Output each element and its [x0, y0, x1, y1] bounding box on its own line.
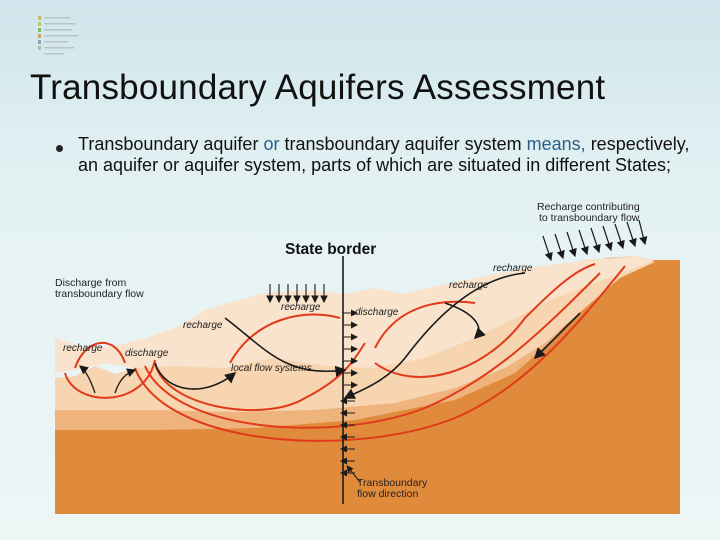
bullet-dot	[56, 145, 63, 152]
state-border-label: State border	[285, 241, 377, 258]
discharge-label-center: discharge	[355, 307, 399, 318]
bullet-term-2: transboundary aquifer system	[284, 134, 522, 154]
recharge-arrow	[627, 222, 635, 246]
recharge-arrow	[603, 226, 611, 250]
discharge-from-label: Discharge from	[55, 277, 127, 289]
recharge-arrow	[543, 236, 551, 260]
recharge-arrow	[555, 234, 563, 258]
bullet-means: means,	[526, 134, 586, 154]
aquifer-diagram	[55, 198, 680, 514]
logo	[30, 14, 86, 60]
bullet-or: or	[263, 134, 280, 154]
transboundary-direction-label: Transboundary	[357, 477, 428, 489]
recharge-label-far-left: recharge	[63, 343, 103, 354]
bullet-term-1: Transboundary aquifer	[78, 134, 259, 154]
bullet-definition: respectively, an aquifer or aquifer system, parts of which are situated in different States;	[78, 134, 690, 175]
recharge-arrow	[639, 220, 645, 244]
recharge-arrow	[615, 224, 623, 248]
flow-direction-label: flow direction	[357, 488, 419, 500]
recharge-label-top: recharge	[493, 263, 533, 274]
recharge-label-left: recharge	[183, 320, 223, 331]
transboundary-flow-label: transboundary flow	[55, 288, 144, 300]
recharge-arrow	[567, 232, 575, 256]
recharge-arrow	[591, 228, 599, 252]
to-transboundary-flow-label: to transboundary flow	[539, 212, 640, 224]
bullet-text	[78, 134, 708, 176]
recharge-label-center: recharge	[281, 302, 321, 313]
discharge-label-left: discharge	[125, 348, 169, 359]
local-flow-systems-label: local flow systems	[231, 363, 312, 374]
recharge-arrow	[579, 230, 587, 254]
recharge-label-right: recharge	[449, 280, 489, 291]
recharge-arrows	[543, 220, 645, 260]
recharge-contributing-label: Recharge contributing	[537, 201, 640, 213]
slide-title: Transboundary Aquifers Assessment	[30, 68, 606, 107]
